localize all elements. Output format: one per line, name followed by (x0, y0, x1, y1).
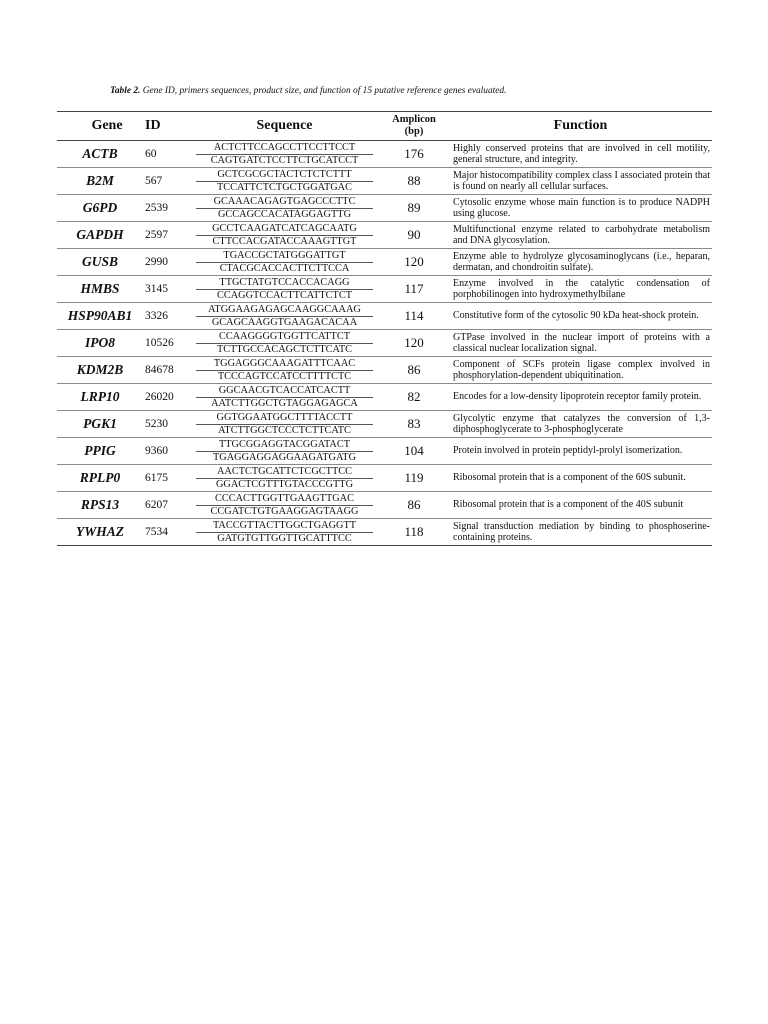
table-row (57, 411, 712, 438)
reverse-primer: AATCTTGGCTGTAGGAGAGCA (211, 397, 358, 409)
gene-symbol: LRP10 (57, 384, 143, 411)
gene-id: 9360 (143, 438, 190, 465)
primer-sequences (190, 465, 379, 492)
forward-primer: GGTGGAATGGCTTTTACCTT (196, 412, 373, 425)
amplicon-size: 118 (404, 524, 424, 539)
forward-primer: TGGAGGGCAAAGATTTCAAC (196, 358, 373, 371)
amplicon-size: 82 (379, 384, 449, 411)
gene-symbol: B2M (57, 168, 143, 195)
amplicon-size: 86 (379, 357, 449, 384)
gene-id: 2990 (143, 249, 190, 276)
reverse-primer: ATCTTGGCTCCCTCTTCATC (218, 424, 351, 436)
forward-primer: ACTCTTCCAGCCTTCCTTCCT (196, 142, 373, 155)
gene-function: Protein involved in protein peptidyl-prolyl isomerization. (449, 438, 712, 465)
gene-function: Constitutive form of the cytosolic 90 kDa heat-shock protein. (449, 303, 712, 330)
primer-sequences (190, 222, 379, 249)
gene-function: Multifunctional enzyme related to carbohydrate metabolism and DNA glycosylation. (449, 222, 712, 249)
forward-primer: TTGCGGAGGTACGGATACT (196, 439, 373, 452)
forward-primer: TGACCGCTATGGGATTGT (196, 250, 373, 263)
header-amplicon-line1: Amplicon (392, 114, 436, 125)
table-caption-text: Gene ID, primers sequences, product size, and function of 15 putative reference genes evaluated. (140, 86, 507, 96)
header-sequence: Sequence (190, 112, 379, 141)
forward-primer: GCCTCAAGATCATCAGCAATG (196, 223, 373, 236)
amplicon-size: 120 (379, 330, 449, 357)
reverse-primer: CTACGCACCACTTCTTCCA (219, 262, 350, 274)
header-amplicon (379, 112, 449, 141)
table-row (57, 303, 712, 330)
reverse-primer: GCAGCAAGGTGAAGACACAA (211, 316, 358, 328)
primer-sequences (190, 330, 379, 357)
gene-id: 26020 (143, 384, 190, 411)
primer-sequences (190, 303, 379, 330)
table-row (57, 384, 712, 411)
table-row (57, 330, 712, 357)
gene-function: Ribosomal protein that is a component of the 40S subunit (449, 492, 712, 519)
header-amplicon-line2: (bp) (404, 126, 424, 137)
gene-id: 10526 (143, 330, 190, 357)
header-gene: Gene (57, 112, 143, 141)
header-row (57, 112, 712, 141)
forward-primer: CCAAGGGGTGGTTCATTCT (196, 331, 373, 344)
gene-function: GTPase involved in the nuclear import of proteins with a classical nuclear localization signal. (449, 330, 712, 357)
gene-id: 84678 (143, 357, 190, 384)
primer-sequences (190, 357, 379, 384)
table-row (57, 195, 712, 222)
reverse-primer: CCGATCTGTGAAGGAGTAAGG (210, 505, 359, 517)
gene-id: 2539 (143, 195, 190, 222)
gene-function: Glycolytic enzyme that catalyzes the conversion of 1,3-diphosphoglycerate to 3-phosphoglycerate (449, 411, 712, 438)
gene-id: 3326 (143, 303, 190, 330)
primer-sequences (190, 195, 379, 222)
gene-symbol: PPIG (57, 438, 143, 465)
amplicon-size: 176 (379, 141, 449, 168)
reverse-primer: TCCCAGTCCATCCTTTTCTC (217, 370, 352, 382)
reverse-primer: TCTTGCCACAGCTCTTCATC (216, 343, 352, 355)
reverse-primer: GCCAGCCACATAGGAGTTG (217, 208, 352, 220)
table-caption (110, 86, 506, 96)
gene-symbol: YWHAZ (75, 524, 124, 539)
gene-symbol: IPO8 (57, 330, 143, 357)
gene-symbol: HSP90AB1 (57, 303, 143, 330)
table-row (57, 222, 712, 249)
gene-id: 7534 (145, 526, 168, 538)
gene-function: Major histocompatibility complex class I associated protein that is found on nearly all cellular surfaces. (449, 168, 712, 195)
reverse-primer: CAGTGATCTCCTTCTGCATCCT (210, 154, 359, 166)
gene-symbol: GUSB (57, 249, 143, 276)
header-function: Function (449, 112, 712, 141)
reverse-primer: TCCATTCTCTGCTGGATGAC (216, 181, 352, 193)
primer-sequences (190, 141, 379, 168)
gene-id: 567 (143, 168, 190, 195)
gene-function: Cytosolic enzyme whose main function is to produce NADPH using glucose. (449, 195, 712, 222)
table-row (57, 168, 712, 195)
gene-function: Component of SCFs protein ligase complex involved in phosphorylation-dependent ubiquitination. (449, 357, 712, 384)
gene-function: Highly conserved proteins that are involved in cell motility, general structure, and integrity. (449, 141, 712, 168)
forward-primer: ATGGAAGAGAGCAAGGCAAAG (196, 304, 373, 317)
gene-id: 6207 (143, 492, 190, 519)
table-row (57, 519, 712, 546)
gene-id: 5230 (143, 411, 190, 438)
primer-sequences (190, 492, 379, 519)
forward-primer: TACCGTTACTTGGCTGAGGTT (196, 520, 373, 533)
gene-symbol: RPS13 (57, 492, 143, 519)
gene-function: Enzyme able to hydrolyze glycosaminoglycans (i.e., heparan, dermatan, and chondroitin sulfate). (449, 249, 712, 276)
gene-symbol: GAPDH (57, 222, 143, 249)
gene-function: Signal transduction mediation by binding to phosphoserine-containing proteins. (453, 520, 710, 543)
header-id: ID (143, 112, 190, 141)
primer-sequences (190, 168, 379, 195)
reverse-primer: CTTCCACGATACCAAAGTTGT (212, 235, 357, 247)
table-row (57, 492, 712, 519)
gene-symbol: ACTB (57, 141, 143, 168)
table-label: Table 2. (110, 86, 141, 96)
amplicon-size: 89 (379, 195, 449, 222)
amplicon-size: 114 (379, 303, 449, 330)
reverse-primer: GATGTGTTGGTTGCATTTCC (217, 532, 352, 544)
gene-symbol: PGK1 (57, 411, 143, 438)
primer-sequences (190, 438, 379, 465)
gene-symbol: HMBS (57, 276, 143, 303)
table-row (57, 438, 712, 465)
table-row (57, 276, 712, 303)
gene-symbol: G6PD (57, 195, 143, 222)
forward-primer: CCCACTTGGTTGAAGTTGAC (196, 493, 373, 506)
amplicon-size: 120 (379, 249, 449, 276)
primer-sequences (190, 384, 379, 411)
table-body (57, 141, 712, 546)
table-header (57, 112, 712, 141)
amplicon-size: 90 (379, 222, 449, 249)
forward-primer: GGCAACGTCACCATCACTT (196, 385, 373, 398)
gene-id: 6175 (143, 465, 190, 492)
primer-sequences (190, 249, 379, 276)
reverse-primer: TGAGGAGGAGGAAGATGATG (213, 451, 356, 463)
reverse-primer: CCAGGTCCACTTCATTCTCT (216, 289, 352, 301)
gene-symbol: KDM2B (57, 357, 143, 384)
amplicon-size: 83 (379, 411, 449, 438)
amplicon-size: 119 (379, 465, 449, 492)
primer-sequences (190, 519, 379, 546)
forward-primer: GCTCGCGCTACTCTCTCTTT (196, 169, 373, 182)
table-row (57, 465, 712, 492)
forward-primer: TTGCTATGTCCACCACAGG (196, 277, 373, 290)
amplicon-size: 86 (379, 492, 449, 519)
primer-sequences (190, 276, 379, 303)
amplicon-size: 104 (379, 438, 449, 465)
gene-function: Enzyme involved in the catalytic condensation of porphobilinogen into hydroxymethylbilane (449, 276, 712, 303)
amplicon-size: 88 (379, 168, 449, 195)
gene-function: Ribosomal protein that is a component of the 60S subunit. (449, 465, 712, 492)
gene-id: 2597 (143, 222, 190, 249)
reverse-primer: GGACTCGTTTGTACCCGTTG (215, 478, 354, 490)
table-row (57, 141, 712, 168)
amplicon-size: 117 (379, 276, 449, 303)
forward-primer: GCAAACAGAGTGAGCCCTTC (196, 196, 373, 209)
table-row (57, 357, 712, 384)
gene-symbol: RPLP0 (57, 465, 143, 492)
gene-id: 3145 (143, 276, 190, 303)
gene-id: 60 (143, 141, 190, 168)
table-row (57, 249, 712, 276)
primer-sequences (190, 411, 379, 438)
forward-primer: AACTCTGCATTCTCGCTTCC (196, 466, 373, 479)
gene-function: Encodes for a low-density lipoprotein receptor family protein. (449, 384, 712, 411)
reference-genes-table (57, 111, 712, 546)
